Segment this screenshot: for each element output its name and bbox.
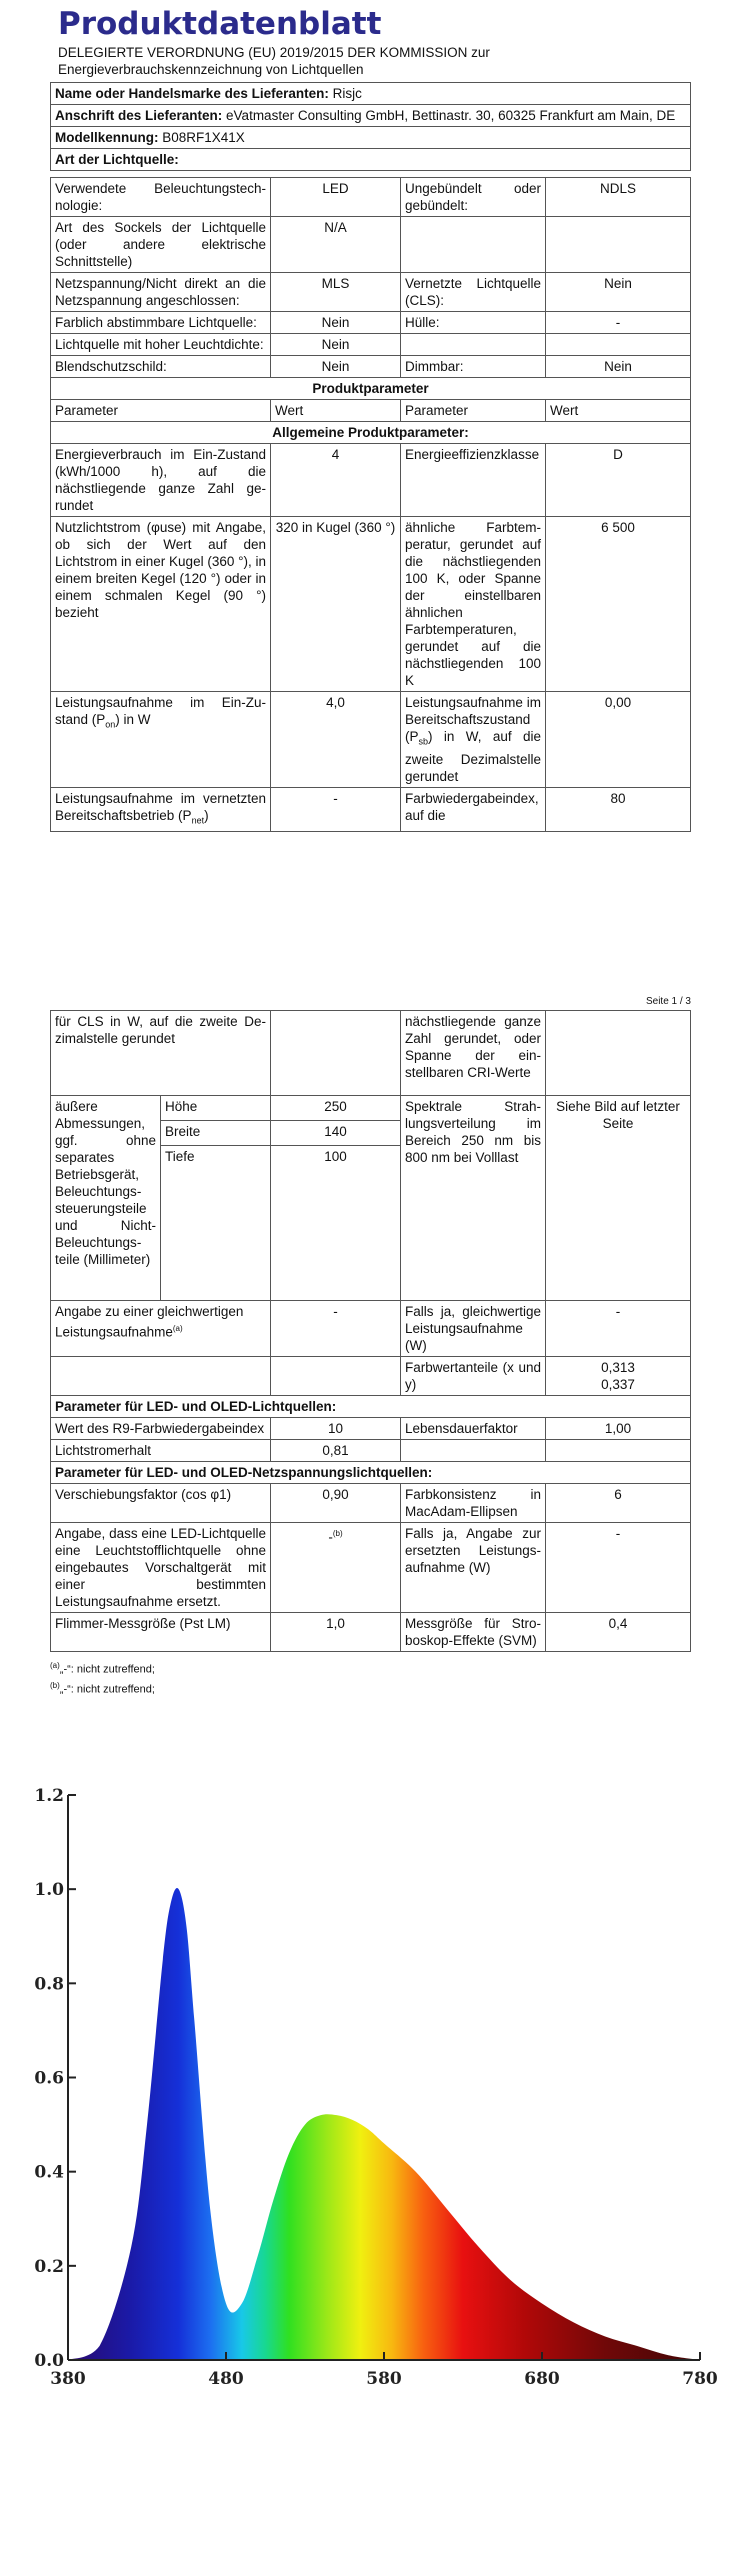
cls-label: Vernetzte Lichtquelle (CLS): bbox=[401, 273, 546, 312]
standby-power-value: 0,00 bbox=[546, 692, 691, 788]
flicker-label: Flimmer-Messgröße (Pst LM) bbox=[51, 1613, 271, 1652]
standby-power-label: Leistungsaufnahme im Bereitschaftszustand $(P_{sb})$ in W, auf die zweite Dezimalstelle gerundet bbox=[401, 692, 546, 788]
energy-consumption-value: 4 bbox=[271, 444, 401, 517]
address-row bbox=[51, 105, 691, 127]
luminous-flux-label: Nutzlichtstrom (φuse) mit Angabe, ob sich der Wert auf den Lichtstrom in einer Kugel (360 °), in einem breiten Kegel (120 °) oder in einem schmalen Kegel (90 °) bezieht bbox=[51, 517, 271, 692]
x-tick-label: 680 bbox=[524, 2369, 560, 2389]
table-row bbox=[51, 1096, 691, 1121]
dimmable-label: Dimmbar: bbox=[401, 356, 546, 378]
table-row bbox=[51, 217, 691, 273]
replacement-claim-label: Angabe, dass eine LED-Lichtquelle eine Leuchtstofflichtquelle ohne eingebautes Vorschaltgerät mit einer bestimmten Leistungsaufnahme ersetzt. bbox=[51, 1523, 271, 1613]
displacement-factor-label: Verschiebungsfaktor (cos φ1) bbox=[51, 1484, 271, 1523]
replaced-power-label: Falls ja, Angabe zur ersetzten Leistungsaufnahme (W) bbox=[401, 1523, 546, 1613]
table-row bbox=[51, 1301, 691, 1357]
lightsource-section-row bbox=[51, 149, 691, 171]
lumen-maintenance-value: 0,81 bbox=[271, 1440, 401, 1462]
y-tick-label: 0.4 bbox=[34, 2162, 64, 2183]
table-row bbox=[51, 1440, 691, 1462]
on-mode-power-value: 4,0 bbox=[271, 692, 401, 788]
table-row bbox=[51, 444, 691, 517]
y-tick-label: 0.6 bbox=[34, 2068, 64, 2089]
directional-value: NDLS bbox=[546, 178, 691, 217]
x-tick-label: 780 bbox=[682, 2369, 718, 2389]
table-row bbox=[51, 1357, 691, 1396]
cri-value: 80 bbox=[546, 787, 691, 832]
y-tick-label: 1.0 bbox=[34, 1880, 64, 1901]
high-luminance-label: Lichtquelle mit hoher Leuchtdichte: bbox=[51, 334, 271, 356]
address-label: Anschrift des Lieferanten: bbox=[55, 108, 223, 123]
survival-factor-label: Lebensdauerfaktor bbox=[401, 1418, 546, 1440]
x-tick-label: 580 bbox=[366, 2369, 402, 2389]
dimensions-label: äußere Abmessungen, ggf. ohne separates Betriebsgerät, Beleuchtungssteuerungsteile und Nicht-Beleuchtungsteile (Millimeter) bbox=[51, 1096, 161, 1301]
equivalent-power-if-yes-label: Falls ja, gleichwertige Leistungsaufnahme (W) bbox=[401, 1301, 546, 1357]
height-value: 250 bbox=[271, 1096, 401, 1121]
y-tick-label: 0.8 bbox=[34, 1974, 64, 1995]
chromaticity-value: 0,313 0,337 bbox=[546, 1357, 691, 1396]
table-row bbox=[51, 1396, 691, 1418]
y-tick-label: 0.0 bbox=[34, 2351, 64, 2371]
y-tick-label: 0.2 bbox=[34, 2256, 64, 2277]
footnote-b: $^{(b)}$„-“: nicht zutreffend; bbox=[50, 1680, 155, 1696]
displacement-factor-value: 0,90 bbox=[271, 1484, 401, 1523]
model-row bbox=[51, 127, 691, 149]
mains-value: MLS bbox=[271, 273, 401, 312]
lightsource-table bbox=[50, 177, 691, 832]
column-header-parameter-2: Parameter bbox=[401, 400, 546, 422]
tunable-value: Nein bbox=[271, 312, 401, 334]
equivalent-power-value: - bbox=[271, 1301, 401, 1357]
spectral-distribution-chart bbox=[30, 1775, 720, 2405]
column-header-parameter: Parameter bbox=[51, 400, 271, 422]
trademark-row bbox=[51, 83, 691, 105]
table-row bbox=[51, 312, 691, 334]
spectral-value: Siehe Bild auf letzter Seite bbox=[546, 1096, 691, 1301]
trademark-value: Risjc bbox=[332, 86, 362, 101]
efficiency-class-value: D bbox=[546, 444, 691, 517]
column-header-value-2: Wert bbox=[546, 400, 691, 422]
stroboscopic-value: 0,4 bbox=[546, 1613, 691, 1652]
envelope-label: Hülle: bbox=[401, 312, 546, 334]
cct-label: ähnliche Farbtemperatur, gerundet auf die nächstliegenden 100 K, oder Spanne der einstellbaren ähnlichen Farbtemperaturen, gerundet auf die nächstliegenden 100 K bbox=[401, 517, 546, 692]
replaced-power-value: - bbox=[546, 1523, 691, 1613]
model-label: Modellkennung: bbox=[55, 130, 159, 145]
table-row bbox=[51, 400, 691, 422]
table-row bbox=[51, 1613, 691, 1652]
spectrum-area bbox=[68, 1888, 700, 2360]
on-mode-power-label: Leistungsaufnahme im Ein-Zustand $(P_{on})$ in W bbox=[51, 692, 271, 788]
flicker-value: 1,0 bbox=[271, 1613, 401, 1652]
dimmable-value: Nein bbox=[546, 356, 691, 378]
width-value: 140 bbox=[271, 1121, 401, 1146]
cct-value: 6 500 bbox=[546, 517, 691, 692]
r9-value: 10 bbox=[271, 1418, 401, 1440]
technology-value: LED bbox=[271, 178, 401, 217]
equivalent-power-if-yes-value: - bbox=[546, 1301, 691, 1357]
depth-label: Tiefe bbox=[161, 1146, 271, 1301]
table-row bbox=[51, 517, 691, 692]
mains-label: Netzspannung/Nicht direkt an die Netzspannung angeschlossen: bbox=[51, 273, 271, 312]
datasheet-page-2 bbox=[50, 1010, 690, 1697]
cri-label: Farbwiedergabeindex, auf die bbox=[401, 787, 546, 832]
table-row bbox=[51, 378, 691, 400]
cls-value: Nein bbox=[546, 273, 691, 312]
tunable-label: Farblich abstimmbare Lichtquelle: bbox=[51, 312, 271, 334]
table-row bbox=[51, 356, 691, 378]
model-value: B08RF1X41X bbox=[162, 130, 245, 145]
chromaticity-label: Farbwertanteile (x und y) bbox=[401, 1357, 546, 1396]
page-number: Seite 1 / 3 bbox=[645, 996, 691, 1007]
table-row bbox=[51, 273, 691, 312]
table-row bbox=[51, 1523, 691, 1613]
trademark-label: Name oder Handelsmarke des Lieferanten: bbox=[55, 86, 329, 101]
led-params-heading: Parameter für LED- und OLED-Lichtquellen: bbox=[51, 1396, 691, 1418]
networked-standby-label: Leistungsaufnahme im vernetzten Bereitschaftsbetrieb $(P_{net})$ bbox=[51, 787, 271, 832]
colour-consistency-label: Farbkonsistenz in MacAdam-Ellipsen bbox=[401, 1484, 546, 1523]
depth-value: 100 bbox=[271, 1146, 401, 1301]
cap-type-value: N/A bbox=[271, 217, 401, 273]
colour-consistency-value: 6 bbox=[546, 1484, 691, 1523]
table-row bbox=[51, 178, 691, 217]
page-title: Produktdatenblatt bbox=[58, 6, 382, 42]
anti-glare-label: Blendschutzschild: bbox=[51, 356, 271, 378]
lumen-maintenance-label: Lichtstromerhalt bbox=[51, 1440, 271, 1462]
table-row bbox=[51, 334, 691, 356]
mains-params-heading: Parameter für LED- und OLED-Netzspannungslichtquellen: bbox=[51, 1462, 691, 1484]
table-row bbox=[51, 1418, 691, 1440]
product-params-heading: Produktparameter bbox=[51, 378, 691, 400]
technology-label: Verwendete Beleuchtungstechnologie: bbox=[51, 178, 271, 217]
cap-type-label: Art des Sockels der Lichtquelle (oder andere elektrische Schnittstelle) bbox=[51, 217, 271, 273]
directional-label: Ungebündelt oder gebündelt: bbox=[401, 178, 546, 217]
networked-standby-cont-label: für CLS in W, auf die zweite Dezimalstelle gerundet bbox=[51, 1011, 271, 1096]
datasheet-page-1 bbox=[50, 0, 690, 832]
high-luminance-value: Nein bbox=[271, 334, 401, 356]
table-row bbox=[51, 787, 691, 832]
spectral-label: Spektrale Strahlungsverteilung im Bereich 250 nm bis 800 nm bei Volllast bbox=[401, 1096, 546, 1301]
address-value: eVatmaster Consulting GmbH, Bettinastr. 30, 60325 Frankfurt am Main, DE bbox=[226, 108, 676, 123]
luminous-flux-value: 320 in Kugel (360 °) bbox=[271, 517, 401, 692]
height-label: Höhe bbox=[161, 1096, 271, 1121]
lightsource-section: Art der Lichtquelle: bbox=[51, 149, 691, 171]
table-row bbox=[51, 692, 691, 788]
general-params-heading: Allgemeine Produktparameter: bbox=[51, 422, 691, 444]
envelope-value: - bbox=[546, 312, 691, 334]
width-label: Breite bbox=[161, 1121, 271, 1146]
equivalent-power-label: Angabe zu einer gleichwertigen Leistungsaufnahme$^{(a)}$ bbox=[51, 1301, 271, 1357]
table-row bbox=[51, 422, 691, 444]
networked-standby-value: - bbox=[271, 787, 401, 832]
cri-cont-label: nächstliegende ganze Zahl gerundet, oder Spanne der einstellbaren CRI-Werte bbox=[401, 1011, 546, 1096]
x-tick-label: 380 bbox=[50, 2369, 86, 2389]
survival-factor-value: 1,00 bbox=[546, 1418, 691, 1440]
x-tick-label: 480 bbox=[208, 2369, 244, 2389]
r9-label: Wert des R9-Farbwiedergabeindex bbox=[51, 1418, 271, 1440]
column-header-value: Wert bbox=[271, 400, 401, 422]
stroboscopic-label: Messgröße für Stroboskop-Effekte (SVM) bbox=[401, 1613, 546, 1652]
table-row bbox=[51, 1484, 691, 1523]
supplier-table bbox=[50, 82, 691, 171]
y-tick-label: 1.2 bbox=[34, 1786, 64, 1806]
regulation-subtitle: DELEGIERTE VERORDNUNG (EU) 2019/2015 DER KOMMISSION zur Energieverbrauchskennzeichnung von Lichtquellen bbox=[58, 45, 490, 77]
footnote-a: $^{(a)}$„-“: nicht zutreffend; bbox=[50, 1661, 155, 1676]
replacement-claim-value: -$^{(b)}$ bbox=[271, 1523, 401, 1613]
energy-consumption-label: Energieverbrauch im Ein-Zustand (kWh/1000 h), auf die nächstliegende ganze Zahl gerundet bbox=[51, 444, 271, 517]
table-row bbox=[51, 1011, 691, 1096]
efficiency-class-label: Energieeffizienzklasse bbox=[401, 444, 546, 517]
parameters-continued-table bbox=[50, 1010, 691, 1652]
anti-glare-value: Nein bbox=[271, 356, 401, 378]
table-row bbox=[51, 1462, 691, 1484]
